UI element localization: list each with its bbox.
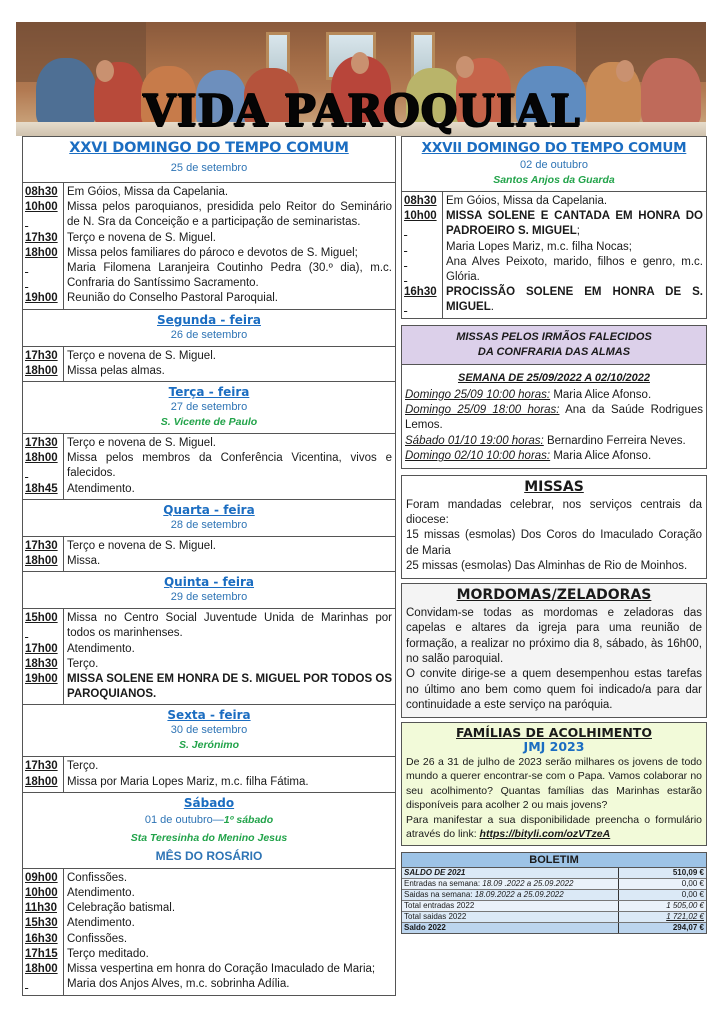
- time: 18h45: [25, 482, 58, 495]
- mordomas-box: [401, 583, 707, 718]
- mordomas-text: O convite dirige-se a quem desempenhou estas tarefas no último ano bem como quem foi indicado/a para dar continuidade a este serviço na paróquia.: [406, 668, 702, 712]
- saturday-title: Sábado: [183, 795, 235, 810]
- time: 18h00: [25, 555, 58, 568]
- event: Terço e novena de S. Miguel.: [67, 539, 216, 552]
- list-item: Domingo 02/10 10:00 horas: Maria Alice Afonso.: [405, 450, 652, 463]
- list-item: Domingo 25/09 18:00 horas: Ana da Saúde Rodrigues Lemos.: [405, 404, 703, 432]
- monday-title: Segunda - feira: [157, 312, 261, 327]
- saturday-date: 01 de outubro—: [144, 813, 224, 826]
- table-row: Total entradas 2022 1 505,00 €: [404, 900, 704, 910]
- time: 10h00: [25, 201, 58, 214]
- mordomas-title: MORDOMAS/ZELADORAS: [456, 586, 652, 603]
- next-sunday-title: XXVII DOMINGO DO TEMPO COMUM: [421, 140, 687, 156]
- wednesday-rows: [23, 537, 395, 572]
- event: Atendimento.: [67, 482, 135, 495]
- confraria-box: [401, 325, 707, 469]
- thursday-header: [23, 572, 395, 609]
- event: Terço.: [67, 760, 99, 773]
- event: Missa no Centro Social Juventude Unida de Marinhas por todos os marinhenses.: [67, 612, 392, 640]
- form-link[interactable]: https://bityli.com/ozVTzeA: [479, 828, 611, 841]
- time: 08h30: [25, 186, 58, 198]
- banner-head: [456, 56, 474, 78]
- next-sunday-date: 02 de outubro: [520, 159, 588, 171]
- event: Terço meditado.: [67, 947, 149, 960]
- tuesday-rows: [23, 434, 395, 500]
- list-item: Sábado 01/10 19:00 horas: Bernardino Ferreira Neves.: [405, 434, 686, 447]
- next-sunday-saint: Santos Anjos da Guarda: [493, 174, 615, 186]
- event: Reunião do Conselho Pastoral Paroquial.: [67, 292, 278, 305]
- month-label: MÊS DO ROSÁRIO: [155, 848, 263, 863]
- weekly-schedule: [22, 136, 396, 996]
- event: Missa vespertina em honra do Coração Imaculado de Maria;: [67, 963, 376, 976]
- friday-date: 30 de setembro: [170, 724, 248, 737]
- list-item: Domingo 25/09 10:00 horas: Maria Alice Afonso.: [405, 388, 652, 401]
- boletim-title: BOLETIM: [402, 853, 706, 868]
- wednesday-title: Quarta - feira: [163, 502, 255, 517]
- friday-title: Sexta - feira: [167, 708, 251, 723]
- event-solemn-mass: MISSA SOLENE EM HONRA DE S. MIGUEL POR TODOS OS PAROQUIANOS.: [67, 673, 392, 701]
- missas-text: Foram mandadas celebrar, nos serviços centrais da diocese:: [406, 498, 702, 527]
- tuesday-title: Terça - feira: [168, 385, 250, 400]
- monday-date: 26 de setembro: [170, 328, 248, 341]
- table-row: SALDO DE 2021 510,09 €: [404, 867, 704, 877]
- time: 16h30: [25, 932, 58, 945]
- tuesday-header: [23, 382, 395, 434]
- time: 18h00: [25, 246, 58, 259]
- familias-box: [401, 722, 707, 846]
- event: Confissões.: [67, 871, 128, 884]
- event: Missa pelas almas.: [67, 364, 165, 377]
- banner-head: [351, 52, 369, 74]
- familias-subtitle: JMJ 2023: [523, 738, 585, 754]
- event: Celebração batismal.: [67, 902, 176, 915]
- event: Em Góios, Missa da Capelania.: [446, 195, 608, 207]
- thursday-title: Quinta - feira: [163, 575, 255, 590]
- next-sunday-rows: 08h30 10h00 16h30 Em Góios, Missa da Capelania. MISSA SOLENE E CANTADA EM HONRA DO PADROEIRO S. MIGUEL; Maria Lopes Mariz, m.c. filha Nocas; Ana Alves Peixoto, marido, filhos e genro, m.c. Glória. PROCISSÃO SOLENE EM HONRA DE S. MIGUEL.: [402, 192, 706, 318]
- time: 15h00: [25, 612, 58, 625]
- sunday-title: XXVI DOMINGO DO TEMPO COMUM: [69, 140, 349, 156]
- saturday-saint: Sta Teresinha do Menino Jesus: [130, 831, 288, 844]
- time: 10h00: [404, 210, 437, 223]
- time: 18h30: [25, 657, 58, 670]
- event: Maria Filomena Laranjeira Coutinho Pedra (30.º dia), m.c. Confraria do Santíssimo Sacramento.: [67, 262, 392, 290]
- page-title: VIDA PAROQUIAL: [143, 84, 581, 137]
- friday-header: [23, 705, 395, 757]
- event: Missa pelos paroquianos, presidida pelo Reitor do Seminário de N. Sra da Conceição e a participação de seminaristas.: [67, 201, 392, 229]
- time: 15h30: [25, 917, 58, 930]
- familias-text: Para manifestar a sua disponibilidade preencha o formulário através do link:: [406, 813, 702, 841]
- monday-header: [23, 310, 395, 347]
- event: Missa pelos familiares do pároco e devotos de S. Miguel;: [67, 246, 358, 259]
- table-row: Total saidas 2022 1 721,02 €: [404, 911, 704, 921]
- time: 11h30: [25, 902, 57, 915]
- event-solemn-mass: MISSA SOLENE E CANTADA EM HONRA DO PADROEIRO S. MIGUEL: [446, 210, 703, 238]
- confraria-title-1: MISSAS PELOS IRMÃOS FALECIDOS: [456, 330, 652, 343]
- event: Atendimento.: [67, 642, 135, 655]
- thursday-rows: [23, 609, 395, 705]
- wednesday-date: 28 de setembro: [170, 518, 248, 531]
- saturday-date-extra: 1º sábado: [223, 813, 274, 826]
- table-row: Saldo 2022 294,07 €: [404, 922, 704, 932]
- event: Missa.: [67, 555, 101, 568]
- wednesday-header: [23, 500, 395, 537]
- monday-rows: [23, 347, 395, 382]
- tuesday-saint: S. Vicente de Paulo: [160, 416, 258, 429]
- familias-title: FAMÍLIAS DE ACOLHIMENTO: [456, 724, 652, 740]
- time: 17h30: [25, 437, 58, 450]
- event: Missa pelos membros da Conferência Vicentina, vivos e falecidos.: [67, 452, 392, 480]
- thursday-date: 29 de setembro: [170, 591, 248, 604]
- friday-rows: [23, 757, 395, 792]
- time: 10h00: [25, 887, 58, 900]
- event: Maria Lopes Mariz, m.c. filha Nocas;: [446, 240, 632, 253]
- time: 17h30: [25, 349, 58, 362]
- time: 17h30: [25, 539, 58, 552]
- missas-text: 15 missas (esmolas) Dos Coros do Imaculado Coração de Maria: [406, 529, 702, 557]
- time: 17h15: [25, 947, 58, 960]
- next-sunday-header: [402, 137, 706, 192]
- event: Terço e novena de S. Miguel.: [67, 231, 216, 244]
- missas-title: MISSAS: [524, 478, 584, 495]
- saturday-rows: [23, 869, 395, 995]
- time: 18h00: [25, 775, 58, 788]
- event: Terço e novena de S. Miguel.: [67, 349, 216, 362]
- event: Terço e novena de S. Miguel.: [67, 437, 216, 450]
- event: Missa por Maria Lopes Mariz, m.c. filha Fátima.: [67, 775, 309, 788]
- table-row: Saidas na semana: 18.09.2022 a 25.09.2022 0,00 €: [404, 889, 704, 899]
- tuesday-date: 27 de setembro: [170, 401, 248, 414]
- event: Ana Alves Peixoto, marido, filhos e genro, m.c. Glória.: [446, 255, 703, 284]
- event: Atendimento.: [67, 887, 135, 900]
- banner-head: [616, 60, 634, 82]
- event: Maria dos Anjos Alves, m.c. sobrinha Adília.: [67, 978, 290, 991]
- sunday-rows: [23, 183, 395, 310]
- event: Confissões.: [67, 932, 128, 945]
- boletim-table: [401, 852, 707, 934]
- right-column: [401, 136, 707, 934]
- sunday-header: [23, 137, 395, 183]
- event: Atendimento.: [67, 917, 135, 930]
- confraria-title-2: DA CONFRARIA DAS ALMAS: [477, 345, 631, 358]
- time: 19h00: [25, 673, 58, 686]
- time: 09h00: [25, 871, 58, 884]
- mordomas-text: Convidam-se todas as mordomas e zeladoras das capelas e altares da igreja para uma reunião de formação, a realizar no próximo dia 8, sábado, às 16h00, no salão paroquial.: [406, 606, 702, 665]
- confraria-week: SEMANA DE 25/09/2022 A 02/10/2022: [457, 371, 650, 384]
- next-sunday-box: [401, 136, 707, 319]
- time: 08h30: [404, 195, 437, 207]
- time: 18h00: [25, 452, 58, 465]
- friday-saint: S. Jerónimo: [178, 739, 240, 752]
- schedule-box: [22, 136, 396, 996]
- time: 18h00: [25, 364, 58, 377]
- time: 17h30: [25, 760, 58, 773]
- event: Em Góios, Missa da Capelania.: [67, 186, 229, 198]
- saturday-header: [23, 793, 395, 869]
- time: 16h30: [404, 286, 437, 299]
- familias-text: De 26 a 31 de julho de 2023 serão milhares os jovens de todo mundo a querer encontrar-se com o Papa. Vamos colaborar no seu acolhimento? Quantas famílias das Marinhas estarão disponíveis para acolher 2 ou mais jovens?: [406, 755, 702, 812]
- banner-head: [96, 60, 114, 82]
- time: 17h00: [25, 642, 58, 655]
- time: 18h00: [25, 963, 58, 976]
- time: 17h30: [25, 231, 58, 244]
- missas-text: 25 missas (esmolas) Das Alminhas de Rio de Moinhos.: [406, 560, 688, 573]
- sunday-date: 25 de setembro: [170, 162, 248, 174]
- event-procession: PROCISSÃO SOLENE EM HONRA DE S. MIGUEL: [446, 286, 703, 314]
- table-row: Entradas na semana: 18.09 .2022 a 25.09.2022 0,00 €: [404, 878, 704, 888]
- event: Terço.: [67, 657, 99, 670]
- time: 19h00: [25, 292, 58, 305]
- missas-box: [401, 475, 707, 579]
